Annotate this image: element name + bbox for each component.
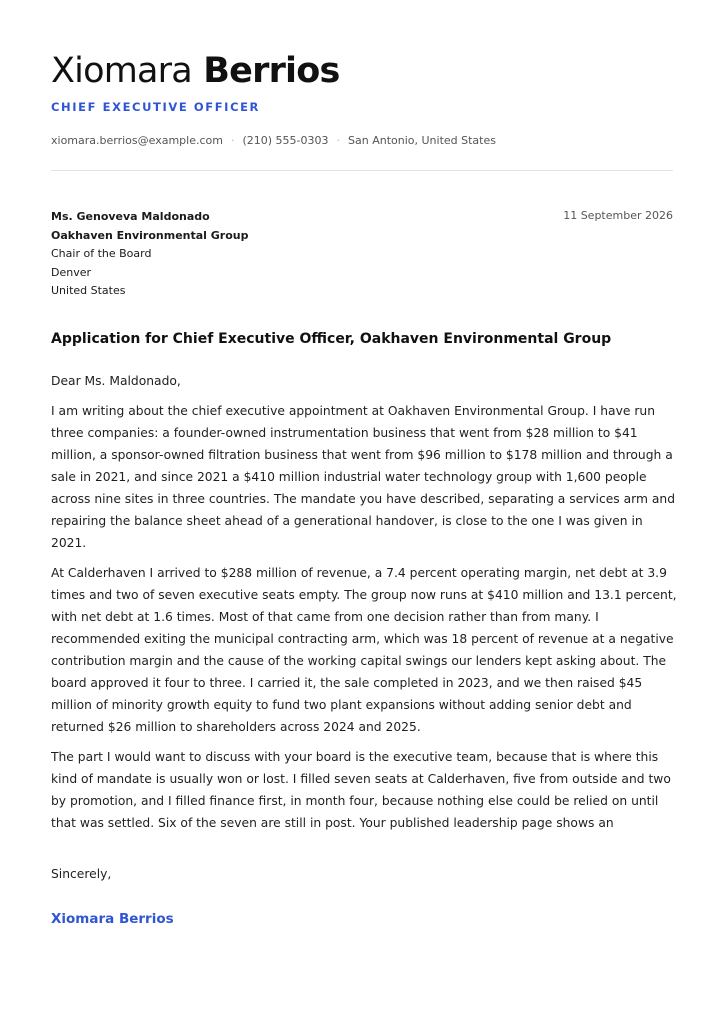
body-paragraph: I am writing about the chief executive appointment at Oakhaven Environmental Group. I have run three companies: a founder-owned instrumentation business that went from $28 million to $41 million, a sponsor-owned filtration business that went from $96 million to $178 million and through a sale in 2021, and since 2021 a $410 million industrial water technology group with 1,600 people across nine sites in three countries. The mandate you have described, separating a services arm and repairing the balance sheet ahead of a generational handover, is close to the one I was given in 2021. — [51, 404, 676, 550]
contact-line — [51, 134, 496, 148]
applicant-name — [51, 50, 340, 92]
body-paragraph: The part I would want to discuss with your board is the executive team, because that is where this kind of mandate is usually won or lost. I filled seven seats at Calderhaven, five from outside and two by promotion, and I filled finance first, in month four, because nothing else could be relied on until that was settled. Six of the seven are still in post. Your published leadership page shows an — [51, 750, 671, 830]
recipient-block — [51, 208, 471, 301]
applicant-title: CHIEF EXECUTIVE OFFICER — [51, 100, 261, 114]
recipient-country: United States — [51, 284, 126, 297]
recipient-company: Oakhaven Environmental Group — [51, 228, 249, 242]
contact-location: San Antonio, United States — [348, 134, 496, 147]
contact-email[interactable]: xiomara.berrios@example.com — [51, 134, 223, 147]
letter-date: 11 September 2026 — [563, 209, 673, 222]
header-divider — [51, 170, 673, 171]
contact-phone[interactable]: (210) 555-0303 — [242, 134, 329, 147]
salutation: Dear Ms. Maldonado, — [51, 374, 181, 388]
applicant-last-name: Berrios — [203, 51, 340, 91]
applicant-first-name: Xiomara — [51, 51, 192, 91]
contact-separator: · — [336, 134, 341, 147]
recipient-city: Denver — [51, 265, 92, 279]
letter-subject: Application for Chief Executive Officer, Oakhaven Environmental Group — [51, 331, 612, 347]
letter-body — [51, 370, 681, 842]
signature: Xiomara Berrios — [51, 911, 174, 927]
body-paragraph: At Calderhaven I arrived to $288 million of revenue, a 7.4 percent operating margin, net debt at 3.9 times and two of seven executive seats empty. The group now runs at $410 million and 13.1 percent, with net debt at 1.6 times. Most of that came from one decision rather than from many. I recommended exiting the municipal contracting arm, which was 18 percent of revenue at a negative contribution margin and the cause of the working capital swings our lenders kept asking about. The board approved it four to three. I carried it, the sale completed in 2023, and we then raised $45 million of minority growth equity to fund two plant expansions without adding senior debt and returned $26 million to shareholders across 2024 and 2025. — [51, 566, 677, 734]
recipient-role: Chair of the Board — [51, 247, 152, 260]
contact-separator: · — [230, 134, 235, 147]
closing: Sincerely, — [51, 867, 112, 881]
recipient-name: Ms. Genoveva Maldonado — [51, 210, 210, 223]
